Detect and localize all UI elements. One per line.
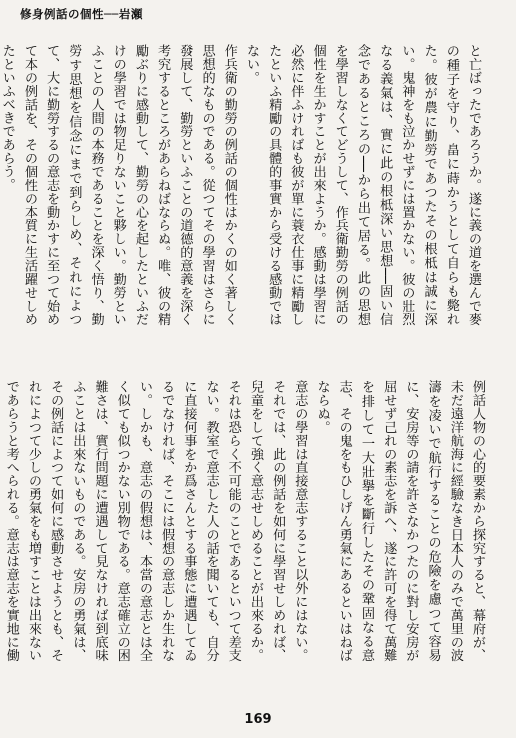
paragraph: 意志の學習は直接意志すること以外にはない。それでは、此の例話を如何に學習せしめれば、兒童をして強く意志せしめることが出來るか。それは恐らく不可能のことであるといつて差支ない。教室で意志した人の話を聞いても、自分に直接何事をか爲さんとする事態に遭遇してゐるでなければ、そこには假想の意志しか生れない。しかも、意志の假想は、本當の意志とは全く似ても似つかない別物である。意志確立の困難さは、實行問題に遭遇して見なければ到底味ふことは出來ないものである。安房の勇氣は、その例話によつて如何に感動させようとも、それによつて少しの勇氣をも増すことは出來ないであらうと考へられる。意志は意志を實地に働 [3, 380, 308, 662]
paragraph: と亡ばったであろうか。遂に義の道を選んで麥の種子を守り、畠に蒔かうとして自らも斃れた。彼が農に勤勞であつたその根柢は誠に深い。鬼神をも泣かせずには置かない。彼の壯烈なる義氣は、實に此の根柢深い思想──固い信念であるところの──から出て居る。此の思想を學習しなくてどうして、作兵衛勤勞の例話の個性を生かすことが出來ようか。感動は學習に必然に伴ふければも彼が單に蓑衣仕事に精勵したといふ精勵の具體的事實から受ける感動ではない。 [243, 44, 481, 326]
paragraph: 例話人物の心的要素から探究すると、幕府が、未だ遠洋航海に經驗なき日本人のみで萬里の波濤を凌いで航行することの危險を慮つて容易に、安房等の請を許さなかつたのに對し安房が屈せず己れの素志を訴へ、遂に許可を得て萬難を排して一大壯擧を斷行したその鞏固なる意志、その鬼をもひしげん勇氣にあるといはねばならぬ。 [314, 380, 485, 662]
page-number: 169 [244, 712, 272, 727]
paragraph: 作兵衛の勤勞の例話の個性はかくの如く著しく思想的なものである。從つてその學習はさらに發展して、勤勞といふことの道德的意義を深く考究するところがあらねばならぬ。唯、彼の精勵ぶりに感動して、勤勞の心を起したといふだけの學習では物足りないこと夥しい。勤勞といふことの人間の本務であることを深く悟り、勤勞す思想を信念にまで到らしめ、それによつて、大に勤勞するの意志を動かすに至つて始めて本の例話を、その個性の本質に生活躍せしめたといふべきであらう。 [0, 44, 237, 326]
running-header: 修身例話の個性──岩瀬 [20, 7, 143, 21]
lower-text-block [3, 380, 488, 662]
upper-text-block [0, 44, 484, 326]
